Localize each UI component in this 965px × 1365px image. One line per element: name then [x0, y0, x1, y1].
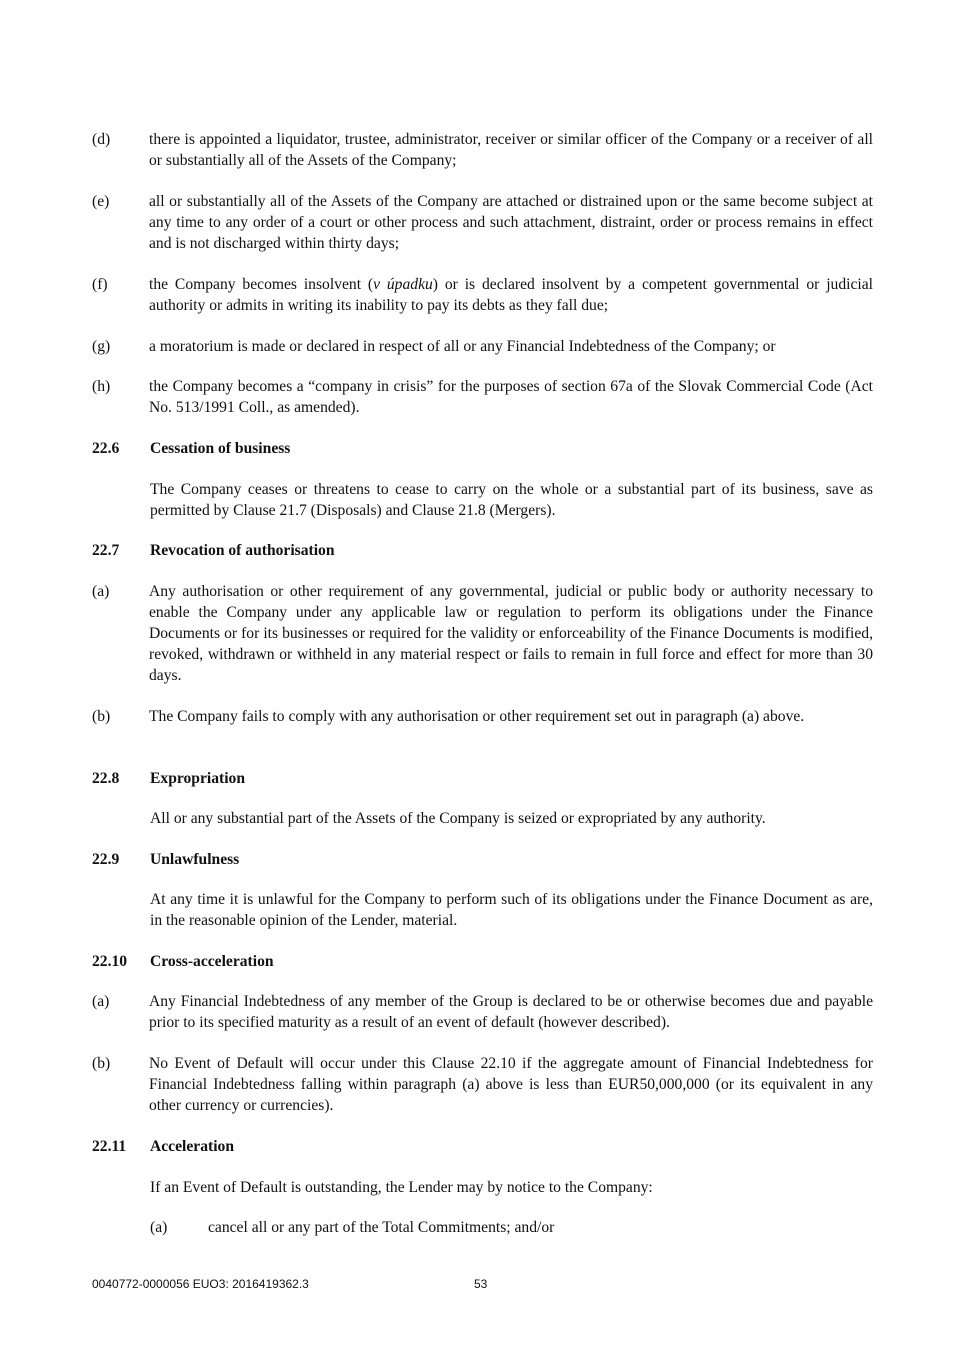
section-heading-22-6 [92, 438, 290, 459]
section-title: Revocation of authorisation [150, 542, 335, 559]
paragraph-text: Any authorisation or other requirement of any governmental, judicial or public body or authority necessary to enable the Company under any applicable law or regulation to perform its obligations under the Finance Documents or for its businesses or required for the validity or enforceability of the Finance Documents is modified, revoked, withdrawn or withheld in any material respect or fails to remain in full force and effect for more than 30 days. [149, 583, 873, 684]
paragraph-text: Any Financial Indebtedness of any member of the Group is declared to be or otherwise becomes due and payable prior to its specified maturity as a result of an event of default (however described). [149, 993, 873, 1031]
section-number: 22.11 [92, 1138, 127, 1155]
paragraph-label: (d) [92, 131, 111, 148]
section-body-22-9: At any time it is unlawful for the Company to perform such of its obligations under the Finance Document as are, in the reasonable opinion of the Lender, material. [150, 891, 873, 929]
section-body-22-8: All or any substantial part of the Assets of the Company is seized or expropriated by any authority. [150, 810, 766, 827]
paragraph-text: the Company becomes a “company in crisis” for the purposes of section 67a of the Slovak Commercial Code (Act No. 513/1991 Coll., as amended). [149, 378, 873, 416]
paragraph-label: (b) [92, 1055, 111, 1072]
paragraph-label: (a) [150, 1219, 168, 1236]
paragraph-label: (a) [92, 993, 110, 1010]
paragraph-22-7-a [92, 581, 873, 686]
section-number: 22.7 [92, 542, 120, 559]
section-body-22-11: If an Event of Default is outstanding, the Lender may by notice to the Company: [150, 1179, 653, 1196]
section-heading-22-7 [92, 540, 335, 561]
section-title: Acceleration [150, 1138, 234, 1155]
paragraph-text: The Company fails to comply with any authorisation or other requirement set out in paragraph (a) above. [149, 708, 805, 725]
paragraph-text: there is appointed a liquidator, trustee, administrator, receiver or similar officer of the Company or a receiver of all or substantially all of the Assets of the Company; [149, 131, 873, 169]
text-before: the Company becomes insolvent ( [149, 276, 374, 293]
paragraph-22-7-b [92, 706, 873, 727]
paragraph-22-10-b [92, 1053, 873, 1116]
section-heading-22-11 [92, 1136, 234, 1157]
section-heading-22-9 [92, 849, 239, 870]
paragraph-label: (a) [92, 583, 110, 600]
paragraph-d [92, 129, 873, 171]
footer-document-reference: 0040772-0000056 EUO3: 2016419362.3 [92, 1277, 309, 1291]
section-heading-22-8 [92, 768, 245, 789]
text-after: ) or is declared insolvent by a competent governmental or judicial authority or admits in writing its inability to pay its debts as they fall due; [149, 276, 873, 314]
paragraph-label: (f) [92, 276, 108, 293]
paragraph-e [92, 191, 873, 254]
section-body-22-6: The Company ceases or threatens to cease to carry on the whole or a substantial part of its business, save as permitted by Clause 21.7 (Disposals) and Clause 21.8 (Mergers). [150, 481, 873, 519]
footer-page-number: 53 [474, 1277, 488, 1291]
paragraph-text: all or substantially all of the Assets of the Company are attached or distrained upon or the same become subject at any time to any order of a court or other process and such attachment, distraint, order or process remains in effect and is not discharged within thirty days; [149, 193, 873, 252]
paragraph-g [92, 336, 873, 357]
paragraph-text: No Event of Default will occur under this Clause 22.10 if the aggregate amount of Financial Indebtedness for Financial Indebtedness falling within paragraph (a) above is less than EUR50,000,000 (or its equivalent in any other currency or currencies). [149, 1055, 873, 1114]
sub-paragraph-22-11-a [150, 1217, 873, 1238]
paragraph-label: (g) [92, 338, 111, 355]
paragraph-text: a moratorium is made or declared in respect of all or any Financial Indebtedness of the Company; or [149, 338, 776, 355]
paragraph-label: (h) [92, 378, 111, 395]
paragraph-f [92, 274, 873, 316]
paragraph-text [149, 274, 873, 316]
section-number: 22.6 [92, 440, 120, 457]
paragraph-22-10-a [92, 991, 873, 1033]
paragraph-h [92, 376, 873, 418]
section-heading-22-10 [92, 951, 274, 972]
section-number: 22.10 [92, 953, 128, 970]
section-title: Expropriation [150, 770, 246, 787]
paragraph-label: (b) [92, 708, 111, 725]
section-number: 22.8 [92, 770, 120, 787]
paragraph-label: (e) [92, 193, 110, 210]
section-title: Cross-acceleration [150, 953, 274, 970]
section-number: 22.9 [92, 851, 120, 868]
section-title: Unlawfulness [150, 851, 240, 868]
section-title: Cessation of business [150, 440, 291, 457]
paragraph-text: cancel all or any part of the Total Commitments; and/or [208, 1219, 555, 1236]
italic-term: v úpadku [373, 276, 433, 293]
